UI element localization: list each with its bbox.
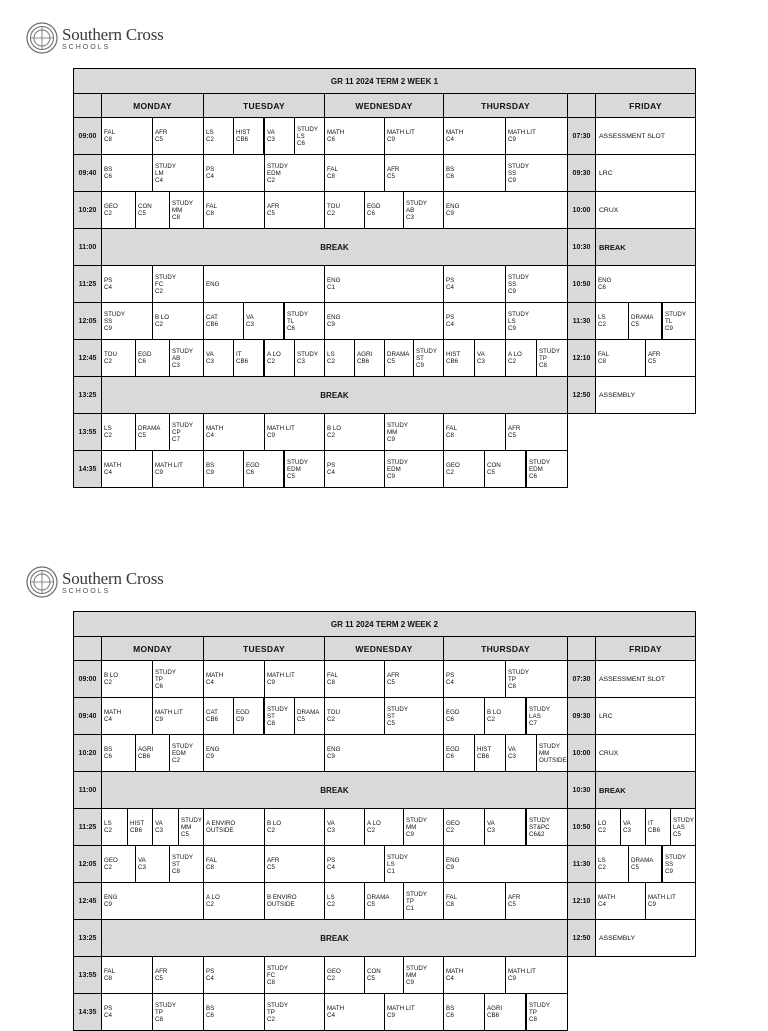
lesson-cell: BS C6 [101, 154, 153, 192]
lesson-cell: STUDY EDM C9 [384, 450, 445, 488]
friday-slot: ASSESSMENT SLOT [595, 117, 696, 155]
lesson-cell: ENG C9 [324, 734, 444, 772]
timetable-week-2 [73, 611, 695, 1024]
lesson-cell: CAT CB6 [203, 697, 234, 735]
friday-lesson-cell: DRAMA C5 [628, 302, 662, 340]
lesson-cell: BS C6 [101, 734, 136, 772]
day-header-thursday: THURSDAY [443, 93, 568, 118]
lesson-cell: MATH C4 [443, 956, 506, 994]
southern-cross-emblem [26, 566, 58, 598]
friday-lesson-cell: DRAMA C5 [628, 845, 662, 883]
lesson-cell: VA C3 [135, 845, 170, 883]
lesson-cell: FAL C8 [203, 845, 265, 883]
day-header-wednesday: WEDNESDAY [324, 93, 444, 118]
friday-time-slot: 09:30 [567, 697, 596, 735]
break-row: BREAK [101, 228, 568, 266]
lesson-cell: ENG C9 [101, 882, 204, 920]
lesson-cell: AFR C5 [505, 882, 568, 920]
logo-subtitle: SCHOOLS [62, 587, 111, 595]
lesson-cell: EGD C6 [243, 450, 284, 488]
friday-lesson-cell: AFR C5 [645, 339, 696, 377]
lesson-cell: FAL C8 [101, 117, 153, 155]
lesson-cell: BS C9 [203, 450, 244, 488]
time-slot: 11:00 [73, 228, 102, 266]
friday-time-slot: 10:00 [567, 734, 596, 772]
friday-time-slot: 10:30 [567, 228, 596, 266]
lesson-cell: BS C6 [443, 154, 506, 192]
lesson-cell: STUDY ST C5 [384, 697, 445, 735]
lesson-cell: STUDY TP C6 [152, 660, 204, 698]
lesson-cell: CON C5 [135, 191, 170, 229]
time-slot: 12:45 [73, 882, 102, 920]
time-slot: 12:45 [73, 339, 102, 377]
lesson-cell: STUDY ST C8 [169, 845, 204, 883]
friday-time-slot: 12:10 [567, 339, 596, 377]
lesson-cell: STUDY C3 [294, 339, 325, 377]
lesson-cell: VA C3 [474, 339, 506, 377]
time-slot: 11:25 [73, 808, 102, 846]
lesson-cell: B LO C2 [264, 808, 326, 846]
lesson-cell: STUDY ST&PC C6&2 [526, 808, 568, 846]
lesson-cell: AFR C5 [152, 117, 204, 155]
lesson-cell: STUDY FC C8 [264, 956, 326, 994]
friday-lesson-cell: STUDY SS C9 [662, 845, 696, 883]
time-slot: 13:55 [73, 956, 102, 994]
friday-break: BREAK [595, 771, 696, 809]
lesson-cell: LS C2 [101, 808, 128, 846]
timetable-title: GR 11 2024 TERM 2 WEEK 1 [73, 68, 696, 94]
lesson-cell: TOU C2 [101, 339, 136, 377]
lesson-cell: MATH C4 [443, 117, 506, 155]
friday-time-slot: 07:30 [567, 660, 596, 698]
lesson-cell: DRAMA C5 [364, 882, 405, 920]
lesson-cell: ENG C1 [324, 265, 444, 303]
friday-time-slot: 09:30 [567, 154, 596, 192]
lesson-cell: ENG [203, 265, 325, 303]
lesson-cell: DRAMA C5 [384, 339, 415, 377]
lesson-cell: HIST CB6 [474, 734, 506, 772]
lesson-cell: FAL C8 [324, 154, 385, 192]
day-header-tuesday: TUESDAY [203, 93, 325, 118]
friday-time-slot: 10:50 [567, 265, 596, 303]
lesson-cell: STUDY TP C8 [505, 660, 568, 698]
lesson-cell: MATH LIT C9 [505, 117, 568, 155]
lesson-cell: LS C2 [203, 117, 234, 155]
lesson-cell: AGRI CB6 [354, 339, 385, 377]
time-slot: 13:25 [73, 919, 102, 957]
lesson-cell: STUDY MM OUTSIDE [536, 734, 568, 772]
lesson-cell: STUDY CP C7 [169, 413, 204, 451]
day-header-monday: MONDAY [101, 636, 204, 661]
time-slot: 10:20 [73, 734, 102, 772]
lesson-cell: A LO C2 [364, 808, 405, 846]
friday-time-slot: 10:00 [567, 191, 596, 229]
lesson-cell: MATH LIT C9 [264, 660, 326, 698]
day-header-thursday: THURSDAY [443, 636, 568, 661]
lesson-cell: AFR C5 [264, 191, 326, 229]
friday-slot: ASSEMBLY [595, 919, 696, 957]
lesson-cell: VA C3 [324, 808, 365, 846]
lesson-cell: STUDY LS C9 [505, 302, 568, 340]
lesson-cell: STUDY MM C9 [403, 956, 444, 994]
timetable-title: GR 11 2024 TERM 2 WEEK 2 [73, 611, 696, 637]
lesson-cell: STUDY TL C6 [284, 302, 325, 340]
lesson-cell: STUDY ST C8 [264, 697, 295, 735]
lesson-cell: HIST CB6 [233, 117, 264, 155]
friday-time-slot: 12:50 [567, 919, 596, 957]
lesson-cell: STUDY LAS C7 [526, 697, 568, 735]
friday-lesson-cell: VA C3 [620, 808, 646, 846]
lesson-cell: EGD C6 [443, 697, 485, 735]
lesson-cell: HIST CB6 [127, 808, 154, 846]
lesson-cell: AFR C5 [505, 413, 568, 451]
day-header-friday: FRIDAY [595, 636, 696, 661]
lesson-cell: PS C4 [443, 660, 506, 698]
lesson-cell: ENG C9 [443, 845, 568, 883]
lesson-cell: EGD C6 [443, 734, 475, 772]
lesson-cell: A LO C2 [505, 339, 537, 377]
friday-slot: LRC [595, 697, 696, 735]
lesson-cell: STUDY EDM C6 [526, 450, 568, 488]
lesson-cell: STUDY LS C1 [384, 845, 445, 883]
day-header-friday: FRIDAY [595, 93, 696, 118]
friday-lesson-cell: STUDY TL C9 [662, 302, 696, 340]
lesson-cell: PS C4 [101, 265, 153, 303]
friday-time-slot: 12:10 [567, 882, 596, 920]
lesson-cell: STUDY AB C3 [169, 339, 204, 377]
logo-name: Southern Cross [62, 24, 164, 44]
lesson-cell: TOU C2 [324, 191, 365, 229]
day-header-tuesday: TUESDAY [203, 636, 325, 661]
lesson-cell: B LO C2 [101, 660, 153, 698]
friday-slot: ASSEMBLY [595, 376, 696, 414]
lesson-cell: STUDY MM C5 [178, 808, 205, 846]
day-header-monday: MONDAY [101, 93, 204, 118]
lesson-cell: B ENVIRO OUTSIDE [264, 882, 326, 920]
lesson-cell: CON C5 [484, 450, 526, 488]
logo-subtitle: SCHOOLS [62, 43, 111, 51]
time-slot: 09:00 [73, 117, 102, 155]
lesson-cell: A LO C2 [264, 339, 295, 377]
time-slot: 11:25 [73, 265, 102, 303]
lesson-cell: LS C2 [101, 413, 136, 451]
friday-lesson-cell: IT CB6 [645, 808, 671, 846]
lesson-cell: HIST CB6 [443, 339, 475, 377]
lesson-cell: MATH C4 [101, 697, 153, 735]
corner-cell [73, 93, 102, 118]
time-slot: 10:20 [73, 191, 102, 229]
friday-slot: CRUX [595, 734, 696, 772]
break-row: BREAK [101, 771, 568, 809]
lesson-cell: FAL C8 [101, 956, 153, 994]
friday-time-slot: 10:50 [567, 808, 596, 846]
time-slot: 09:40 [73, 154, 102, 192]
lesson-cell: STUDY TP C2 [264, 993, 326, 1031]
lesson-cell: AGRI CB6 [484, 993, 526, 1031]
friday-lesson-cell: LS C2 [595, 302, 629, 340]
lesson-cell: FAL C8 [443, 882, 506, 920]
lesson-cell: MATH LIT C9 [384, 993, 445, 1031]
lesson-cell: EGD C6 [364, 191, 405, 229]
lesson-cell: VA C3 [264, 117, 295, 155]
lesson-cell: LS C2 [324, 339, 355, 377]
lesson-cell: MATH LIT C9 [152, 697, 204, 735]
school-logo [26, 22, 164, 54]
friday-lesson-cell: LO C2 [595, 808, 621, 846]
lesson-cell: EGD C9 [233, 697, 264, 735]
lesson-cell: STUDY TP C8 [536, 339, 568, 377]
lesson-cell: STUDY FC C2 [152, 265, 204, 303]
lesson-cell: PS C4 [443, 265, 506, 303]
friday-time-slot: 11:30 [567, 302, 596, 340]
lesson-cell: GEO C2 [101, 191, 136, 229]
time-slot: 11:00 [73, 771, 102, 809]
lesson-cell: ENG C9 [443, 191, 568, 229]
lesson-cell: MATH LIT C9 [384, 117, 445, 155]
lesson-cell: STUDY MM C9 [384, 413, 445, 451]
time-slot: 12:05 [73, 845, 102, 883]
day-header-wednesday: WEDNESDAY [324, 636, 444, 661]
time-slot: 14:35 [73, 993, 102, 1031]
lesson-cell: CON C5 [364, 956, 405, 994]
friday-time-slot: 11:30 [567, 845, 596, 883]
time-slot: 13:25 [73, 376, 102, 414]
friday-slot: LRC [595, 154, 696, 192]
lesson-cell: AFR C5 [264, 845, 326, 883]
lesson-cell: GEO C2 [101, 845, 136, 883]
lesson-cell: AFR C5 [384, 154, 445, 192]
lesson-cell: STUDY LM C4 [152, 154, 204, 192]
lesson-cell: STUDY SS C9 [505, 154, 568, 192]
lesson-cell: PS C4 [203, 956, 265, 994]
lesson-cell: AGRI CB6 [135, 734, 170, 772]
lesson-cell: DRAMA C5 [135, 413, 170, 451]
lesson-cell: GEO C2 [324, 956, 365, 994]
lesson-cell: STUDY LS C6 [294, 117, 325, 155]
lesson-cell: MATH C4 [324, 993, 385, 1031]
lesson-cell: PS C4 [443, 302, 506, 340]
lesson-cell: MATH C6 [324, 117, 385, 155]
lesson-cell: STUDY MM C9 [403, 808, 444, 846]
lesson-cell: FAL C8 [324, 660, 385, 698]
break-row: BREAK [101, 919, 568, 957]
lesson-cell: PS C4 [203, 154, 265, 192]
lesson-cell: MATH C4 [203, 413, 265, 451]
lesson-cell: TOU C2 [324, 697, 385, 735]
lesson-cell: LS C2 [324, 882, 365, 920]
friday-lesson-cell: LS C2 [595, 845, 629, 883]
lesson-cell: PS C4 [324, 845, 385, 883]
lesson-cell: VA C3 [203, 339, 234, 377]
lesson-cell: AFR C5 [152, 956, 204, 994]
lesson-cell: STUDY SS C9 [505, 265, 568, 303]
friday-time-slot: 10:30 [567, 771, 596, 809]
lesson-cell: VA C3 [152, 808, 179, 846]
friday-lesson-cell: FAL C8 [595, 339, 646, 377]
lesson-cell: ENG C9 [203, 734, 325, 772]
lesson-cell: GEO C2 [443, 808, 485, 846]
lesson-cell: EGD C6 [135, 339, 170, 377]
lesson-cell: STUDY TP C8 [526, 993, 568, 1031]
lesson-cell: STUDY EDM C5 [284, 450, 325, 488]
lesson-cell: STUDY ST C9 [413, 339, 444, 377]
lesson-cell: MATH LIT C9 [152, 450, 204, 488]
lesson-cell: MATH LIT C9 [505, 956, 568, 994]
friday-lesson-cell: ENG C6 [595, 265, 696, 303]
time-slot: 12:05 [73, 302, 102, 340]
corner-cell [73, 636, 102, 661]
friday-lesson-cell: MATH LIT C9 [645, 882, 696, 920]
lesson-cell: A ENVIRO OUTSIDE [203, 808, 265, 846]
friday-time-slot: 12:50 [567, 376, 596, 414]
lesson-cell: MATH C4 [203, 660, 265, 698]
school-logo [26, 566, 164, 598]
lesson-cell: IT CB6 [233, 339, 264, 377]
break-row: BREAK [101, 376, 568, 414]
lesson-cell: A LO C2 [203, 882, 265, 920]
lesson-cell: STUDY MM C8 [169, 191, 204, 229]
friday-slot: ASSESSMENT SLOT [595, 660, 696, 698]
lesson-cell: CAT CB6 [203, 302, 244, 340]
friday-lesson-cell: STUDY LAS C5 [670, 808, 696, 846]
friday-break: BREAK [595, 228, 696, 266]
lesson-cell: B LO C2 [484, 697, 526, 735]
friday-slot: CRUX [595, 191, 696, 229]
friday-lesson-cell: MATH C4 [595, 882, 646, 920]
lesson-cell: FAL C8 [203, 191, 265, 229]
corner-cell-friday [567, 636, 596, 661]
lesson-cell: DRAMA C5 [294, 697, 325, 735]
time-slot: 14:35 [73, 450, 102, 488]
lesson-cell: BS C6 [443, 993, 485, 1031]
lesson-cell: MATH C4 [101, 450, 153, 488]
lesson-cell: STUDY TP C8 [152, 993, 204, 1031]
timetable-week-1 [73, 68, 695, 490]
lesson-cell: VA C3 [243, 302, 284, 340]
time-slot: 09:00 [73, 660, 102, 698]
lesson-cell: B LO C2 [152, 302, 204, 340]
time-slot: 09:40 [73, 697, 102, 735]
lesson-cell: VA C3 [505, 734, 537, 772]
lesson-cell: BS C6 [203, 993, 265, 1031]
lesson-cell: B LO C2 [324, 413, 385, 451]
lesson-cell: FAL C8 [443, 413, 506, 451]
lesson-cell: STUDY SS C9 [101, 302, 153, 340]
lesson-cell: ENG C9 [324, 302, 444, 340]
friday-time-slot: 07:30 [567, 117, 596, 155]
lesson-cell: STUDY EDM C2 [169, 734, 204, 772]
lesson-cell: AFR C5 [384, 660, 445, 698]
lesson-cell: VA C3 [484, 808, 526, 846]
lesson-cell: STUDY TP C1 [403, 882, 444, 920]
time-slot: 13:55 [73, 413, 102, 451]
lesson-cell: STUDY AB C3 [403, 191, 444, 229]
lesson-cell: GEO C2 [443, 450, 485, 488]
corner-cell-friday [567, 93, 596, 118]
lesson-cell: PS C4 [101, 993, 153, 1031]
lesson-cell: PS C4 [324, 450, 385, 488]
lesson-cell: MATH LIT C9 [264, 413, 326, 451]
southern-cross-emblem [26, 22, 58, 54]
logo-name: Southern Cross [62, 568, 164, 588]
lesson-cell: STUDY EDM C2 [264, 154, 326, 192]
